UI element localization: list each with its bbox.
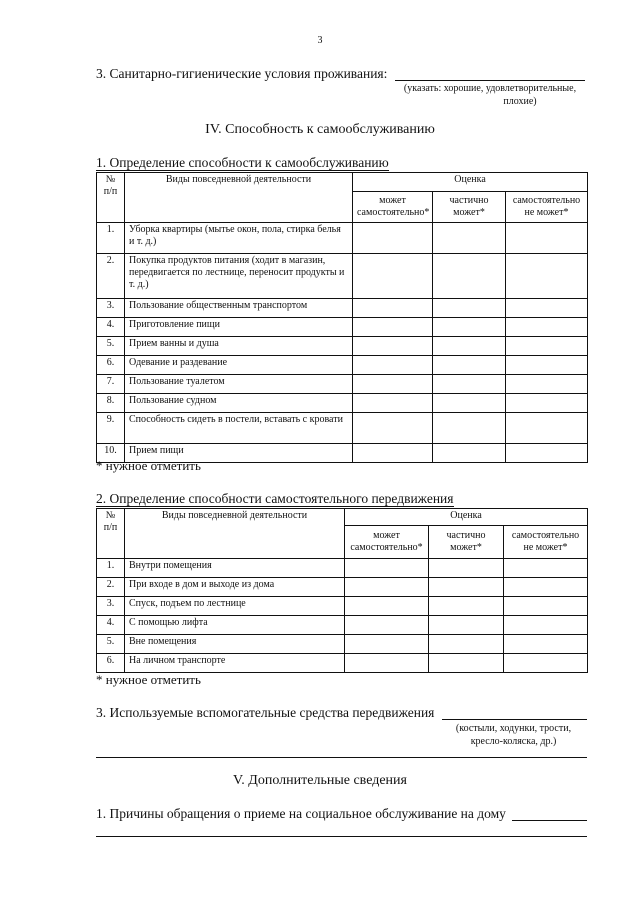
table-row [97, 616, 588, 635]
cell-can[interactable] [353, 223, 433, 254]
cell-can[interactable] [353, 444, 433, 463]
section-iv-title: IV. Способность к самообслуживанию [205, 122, 435, 137]
row-activity: Пользование судном [125, 394, 353, 413]
row-number: 8. [97, 394, 125, 413]
table1-title-text: 1. Определение способности к самообслуживанию [96, 155, 389, 170]
cell-partial[interactable] [429, 654, 504, 673]
cell-partial[interactable] [429, 597, 504, 616]
row-number: 4. [97, 616, 125, 635]
table2-col-num: № п/п [97, 509, 125, 559]
row-number: 1. [97, 223, 125, 254]
table2-title [96, 491, 454, 507]
cell-can[interactable] [353, 356, 433, 375]
cell-partial[interactable] [429, 616, 504, 635]
aids-hint-line1: (костыли, ходунки, трости, [455, 723, 572, 734]
table-row [97, 578, 588, 597]
cell-can[interactable] [345, 559, 429, 578]
cell-cannot[interactable] [506, 375, 588, 394]
cell-can[interactable] [345, 616, 429, 635]
cell-can[interactable] [353, 254, 433, 299]
table-row [97, 559, 588, 578]
row-number: 2. [97, 254, 125, 299]
table-row [97, 635, 588, 654]
table-row [97, 223, 588, 254]
row-activity: Уборка квартиры (мытье окон, пола, стирка белья и т. д.) [125, 223, 353, 254]
row-activity: Способность сидеть в постели, вставать с кровати [125, 413, 353, 444]
row-number: 9. [97, 413, 125, 444]
row-number: 5. [97, 635, 125, 654]
row-activity: С помощью лифта [125, 616, 345, 635]
cell-cannot[interactable] [506, 299, 588, 318]
cell-cannot[interactable] [506, 413, 588, 444]
row-activity: Пользование туалетом [125, 375, 353, 394]
cell-cannot[interactable] [506, 444, 588, 463]
living-conditions-field[interactable] [395, 80, 585, 81]
row-activity: Пользование общественным транспортом [125, 299, 353, 318]
section-v-title: V. Дополнительные сведения [233, 773, 407, 788]
cell-cannot[interactable] [504, 654, 588, 673]
cell-can[interactable] [345, 578, 429, 597]
cell-cannot[interactable] [506, 394, 588, 413]
row-activity: Прием ванны и душа [125, 337, 353, 356]
living-conditions-label: 3. Санитарно-гигиенические условия проживания: [96, 66, 388, 81]
row-activity: Покупка продуктов питания (ходит в магазин, передвигается по лестнице, переносит продукты и т. д.) [125, 254, 353, 299]
cell-partial[interactable] [429, 578, 504, 597]
table1-col-activity: Виды повседневной деятельности [125, 173, 353, 223]
cell-can[interactable] [353, 394, 433, 413]
cell-partial[interactable] [429, 635, 504, 654]
cell-can[interactable] [345, 635, 429, 654]
table-row [97, 299, 588, 318]
cell-cannot[interactable] [504, 559, 588, 578]
table-row [97, 254, 588, 299]
cell-partial[interactable] [433, 299, 506, 318]
table2-col-can: может самостоятельно* [345, 526, 429, 559]
cell-cannot[interactable] [506, 254, 588, 299]
table1-col-rating: Оценка [353, 173, 588, 192]
cell-can[interactable] [353, 337, 433, 356]
table-row [97, 356, 588, 375]
table1-col-num: № п/п [97, 173, 125, 223]
row-number: 5. [97, 337, 125, 356]
table-row [97, 337, 588, 356]
cell-cannot[interactable] [506, 223, 588, 254]
aids-hint [440, 722, 587, 748]
cell-can[interactable] [353, 318, 433, 337]
table1-note: * нужное отметить [96, 458, 201, 473]
table1-col-partial: частично может* [433, 192, 506, 223]
table2-col-activity: Виды повседневной деятельности [125, 509, 345, 559]
aids-label: 3. Используемые вспомогательные средства передвижения [96, 705, 435, 720]
table-row [97, 413, 588, 444]
cell-partial[interactable] [433, 318, 506, 337]
mobility-table [96, 508, 588, 673]
table2-note: * нужное отметить [96, 672, 201, 687]
row-activity: Вне помещения [125, 635, 345, 654]
cell-partial[interactable] [433, 394, 506, 413]
aids-hint-line2: кресло-коляска, др.) [470, 736, 557, 747]
table-row [97, 597, 588, 616]
cell-cannot[interactable] [504, 597, 588, 616]
table1-title [96, 155, 389, 171]
cell-partial[interactable] [433, 375, 506, 394]
table-row [97, 394, 588, 413]
cell-can[interactable] [353, 375, 433, 394]
row-number: 4. [97, 318, 125, 337]
cell-partial[interactable] [433, 356, 506, 375]
table2-col-rating: Оценка [345, 509, 588, 526]
table2-col-partial: частично может* [429, 526, 504, 559]
cell-cannot[interactable] [504, 616, 588, 635]
row-number: 7. [97, 375, 125, 394]
reasons-extra-line[interactable] [96, 836, 587, 837]
row-activity: На личном транспорте [125, 654, 345, 673]
cell-partial[interactable] [433, 223, 506, 254]
living-conditions-hint-line1: (указать: хорошие, удовлетворительные, [403, 83, 577, 94]
cell-cannot[interactable] [506, 356, 588, 375]
cell-cannot[interactable] [504, 578, 588, 597]
table-row [97, 318, 588, 337]
cell-partial[interactable] [433, 444, 506, 463]
row-activity: Внутри помещения [125, 559, 345, 578]
cell-can[interactable] [353, 299, 433, 318]
self-care-table [96, 172, 588, 463]
row-activity: Одевание и раздевание [125, 356, 353, 375]
table1-col-can: может самостоятельно* [353, 192, 433, 223]
table-row [97, 654, 588, 673]
row-number: 3. [97, 597, 125, 616]
row-number: 3. [97, 299, 125, 318]
cell-partial[interactable] [433, 413, 506, 444]
row-number: 10. [97, 444, 125, 463]
row-number: 6. [97, 356, 125, 375]
cell-cannot[interactable] [504, 635, 588, 654]
table2-title-text: 2. Определение способности самостоятельного передвижения [96, 491, 454, 506]
cell-can[interactable] [353, 413, 433, 444]
aids-field[interactable] [442, 719, 587, 720]
table2-col-cannot: самостоятельно не может* [504, 526, 588, 559]
row-number: 2. [97, 578, 125, 597]
table1-col-cannot: самостоятельно не может* [506, 192, 588, 223]
living-conditions-hint-line2: плохие) [503, 96, 537, 107]
reasons-label: 1. Причины обращения о приеме на социальное обслуживание на дому [96, 806, 506, 821]
reasons-field[interactable] [512, 820, 587, 821]
row-number: 6. [97, 654, 125, 673]
cell-partial[interactable] [429, 559, 504, 578]
cell-partial[interactable] [433, 337, 506, 356]
cell-can[interactable] [345, 597, 429, 616]
row-activity: Приготовление пищи [125, 318, 353, 337]
living-conditions-hint [395, 82, 585, 108]
cell-partial[interactable] [433, 254, 506, 299]
cell-cannot[interactable] [506, 337, 588, 356]
table-row [97, 375, 588, 394]
cell-can[interactable] [345, 654, 429, 673]
page-number: 3 [317, 35, 323, 46]
row-activity: Прием пищи [125, 444, 353, 463]
aids-extra-line[interactable] [96, 757, 587, 758]
cell-cannot[interactable] [506, 318, 588, 337]
row-activity: При входе в дом и выходе из дома [125, 578, 345, 597]
row-activity: Спуск, подъем по лестнице [125, 597, 345, 616]
row-number: 1. [97, 559, 125, 578]
